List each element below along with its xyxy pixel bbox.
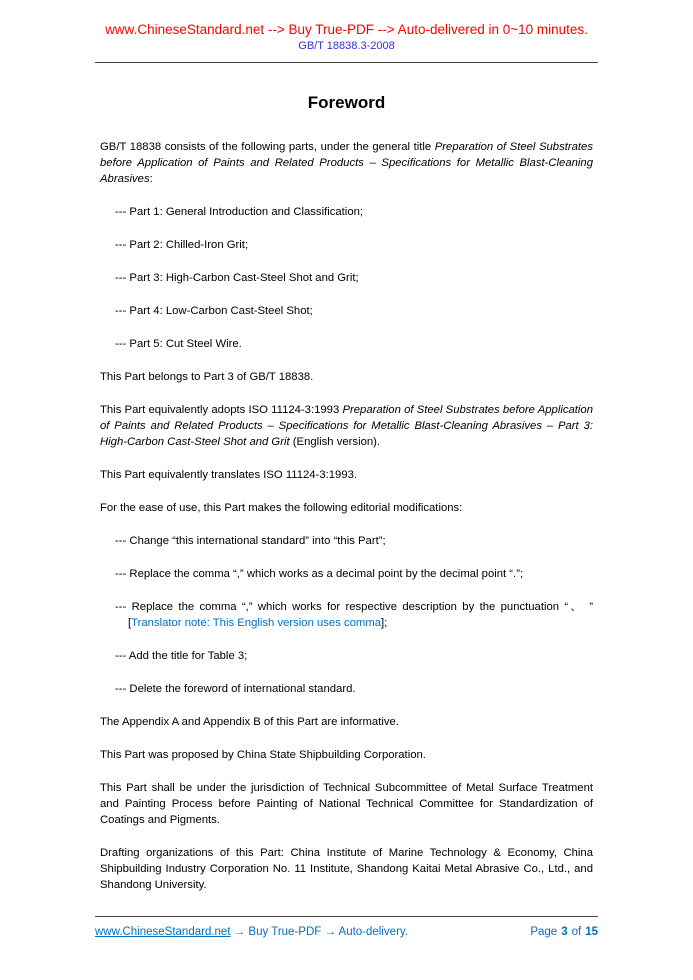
list-item [115,648,593,664]
body-text: (English version). [289,436,381,448]
page-footer [95,916,598,938]
footer-link[interactable]: www.ChineseStandard.net [95,926,231,938]
list-item [115,270,593,286]
translator-note: Translator note: This English version uses comma [131,617,382,629]
list-item [115,336,593,352]
total-pages: 15 [585,926,598,938]
footer-left [95,926,408,938]
body-text: This Part equivalently translates ISO 11124-3:1993. [100,469,358,481]
body-text: --- Delete the foreword of international standard. [115,683,356,695]
document-body [100,139,593,893]
paragraph [100,369,593,385]
standard-code: GB/T 18838.3-2008 [298,40,395,52]
body-text: --- Replace the comma “,” which works for respective description by the punctuation “、 ” [ [115,601,593,629]
list-item [115,681,593,697]
paragraph [100,780,593,828]
body-text: --- Part 2: Chilled-Iron Grit; [115,239,249,251]
body-text: The Appendix A and Appendix B of this Part are informative. [100,716,399,728]
body-text: GB/T 18838 consists of the following parts, under the general title [100,141,435,153]
list-item [115,599,593,631]
body-text: ]; [381,617,388,629]
paragraph [100,402,593,450]
body-text: This Part was proposed by China State Shipbuilding Corporation. [100,749,426,761]
promo-banner: www.ChineseStandard.net --> Buy True-PDF --> Auto-delivered in 0~10 minutes. [105,22,588,37]
paragraph [100,747,593,763]
body-text: --- Change “this international standard” into “this Part”; [115,535,386,547]
page-indicator [526,926,598,938]
body-text: This Part shall be under the jurisdiction of Technical Subcommittee of Metal Surface Treatment and Painting Process before Painting of National Technical Committee for Standardization of Coatings and Pigments. [100,782,593,826]
body-text: This Part equivalently adopts ISO 11124-3:1993 [100,404,343,416]
list-item [115,204,593,220]
body-text: --- Part 4: Low-Carbon Cast-Steel Shot; [115,305,313,317]
paragraph [100,467,593,483]
list-item [115,237,593,253]
footer-tagline: → Buy True-PDF → Auto-delivery. [230,926,408,938]
body-text: --- Add the title for Table 3; [115,650,248,662]
body-text: --- Part 1: General Introduction and Classification; [115,206,364,218]
paragraph [100,500,593,516]
paragraph [100,845,593,893]
header-rule [95,62,598,63]
body-text: --- Replace the comma “,” which works as a decimal point by the decimal point “.”; [115,568,524,580]
list-item [115,533,593,549]
list-item [115,566,593,582]
body-text: --- Part 3: High-Carbon Cast-Steel Shot and Grit; [115,272,359,284]
body-text: : [149,173,153,185]
body-text: This Part belongs to Part 3 of GB/T 18838. [100,371,314,383]
paragraph [100,139,593,187]
body-text: Drafting organizations of this Part: China Institute of Marine Technology & Economy, China Shipbuilding Industry Corporation No. 11 Institute, Shandong Kaitai Metal Abrasive Co., Ltd., and Shandong University. [100,847,593,891]
of-label: of [571,926,582,938]
italic-text: Preparation of Steel Substrates before Application of Paints and Related Products – Specifications for Metallic Blast-Cleaning Abrasives [100,141,593,185]
page-title: Foreword [307,93,386,112]
page-number: 3 [561,926,568,938]
page-label: Page [530,926,558,938]
list-item [115,303,593,319]
paragraph [100,714,593,730]
body-text: --- Part 5: Cut Steel Wire. [115,338,242,350]
body-text: For the ease of use, this Part makes the following editorial modifications: [100,502,463,514]
italic-text: Preparation of Steel Substrates before Application of Paints and Related Products – Specifications for Metallic Blast-Cleaning Abrasives – Part 3: High-Carbon Cast-Steel Shot and Grit [100,404,593,448]
